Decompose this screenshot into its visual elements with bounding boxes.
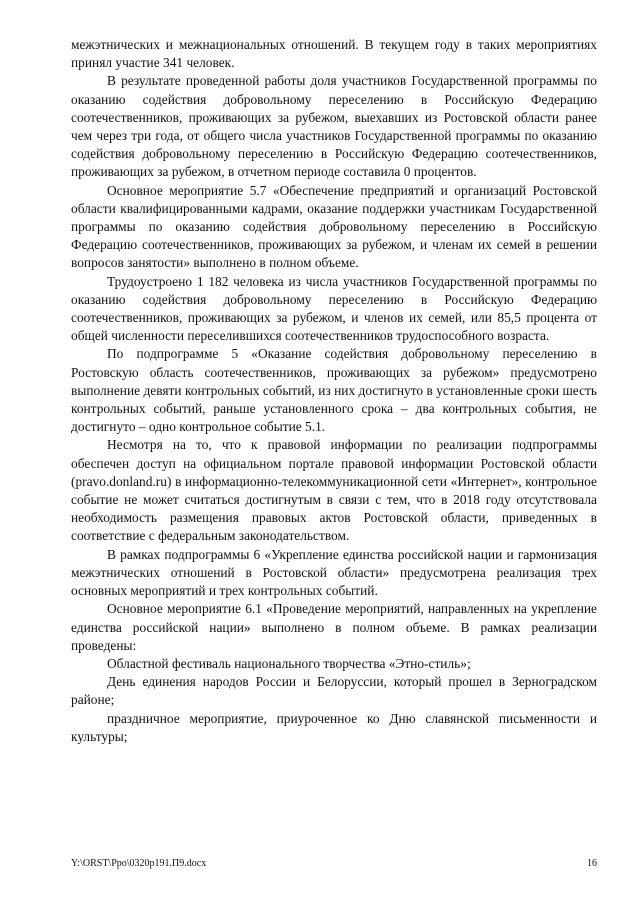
paragraph: В результате проведенной работы доля участников Государственной программы по оказанию содействия добровольному переселению в Российскую Федерацию соотечественников, проживающих за рубежом, выехавших из Ростовской области ранее чем через три года, от общего числа участников Государственной программы по оказанию содействия добровольному переселению в Российскую Федерацию соотечественников, проживающих за рубежом, в отчетном периоде составила 0 процентов. [71, 73, 597, 180]
paragraph: По подпрограмме 5 «Оказание содействия добровольному переселению в Ростовскую область соотечественников, проживающих за рубежом» предусмотрено выполнение девяти контрольных событий, из них достигнуто в установленные сроки шесть контрольных событий, раньше установленного срока – два контрольных события, не достигнуто – одно контрольное событие 5.1. [71, 346, 597, 435]
page-footer [71, 857, 597, 871]
paragraph: День единения народов России и Белоруссии, который прошел в Зерноградском районе; [71, 674, 597, 708]
file-path: Y:\ORST\Ppo\0320p191.П9.docx [71, 858, 207, 869]
paragraph: В рамках подпрограммы 6 «Укрепление единства российской нации и гармонизация межэтнических отношений в Ростовской области» предусмотрена реализация трех основных мероприятий и трех контрольных событий. [71, 546, 597, 599]
paragraph: Трудоустроено 1 182 человека из числа участников Государственной программы по оказанию содействия добровольному переселению в Российскую Федерацию соотечественников, проживающих за рубежом, и членов их семей, или 85,5 процента от общей численности переселившихся соотечественников трудоспособного возраста. [71, 273, 597, 344]
document-body [71, 36, 597, 746]
paragraph: Областной фестиваль национального творчества «Этно-стиль»; [107, 655, 471, 671]
page-number: 16 [587, 858, 597, 869]
paragraph: Основное мероприятие 5.7 «Обеспечение предприятий и организаций Ростовской области квалифицированными кадрами, оказание поддержки участникам Государственной программы по оказанию содействия добровольному переселению в Российскую Федерацию соотечественников, проживающих за рубежом, и членам их семей в решении вопросов занятости» выполнено в полном объеме. [71, 182, 597, 271]
paragraph: Основное мероприятие 6.1 «Проведение мероприятий, направленных на укрепление единства российской нации» выполнено в полном объеме. В рамках реализации проведены: [71, 601, 597, 653]
paragraph: Несмотря на то, что к правовой информации по реализации подпрограммы обеспечен доступ на официальном портале правовой информации Ростовской области (pravo.donland.ru) в информационно-телекоммуникационной сети «Интернет», контрольное событие не может считаться достигнутым в связи с тем, что в 2018 году отсутствовала необходимость размещения правовых актов Ростовской области, приведенных в соответствие с федеральным законодательством. [71, 437, 597, 544]
paragraph: межэтнических и межнациональных отношений. В текущем году в таких мероприятиях принял участие 341 человек. [71, 37, 597, 71]
paragraph: праздничное мероприятие, приуроченное ко Дню славянской письменности и культуры; [71, 710, 597, 744]
